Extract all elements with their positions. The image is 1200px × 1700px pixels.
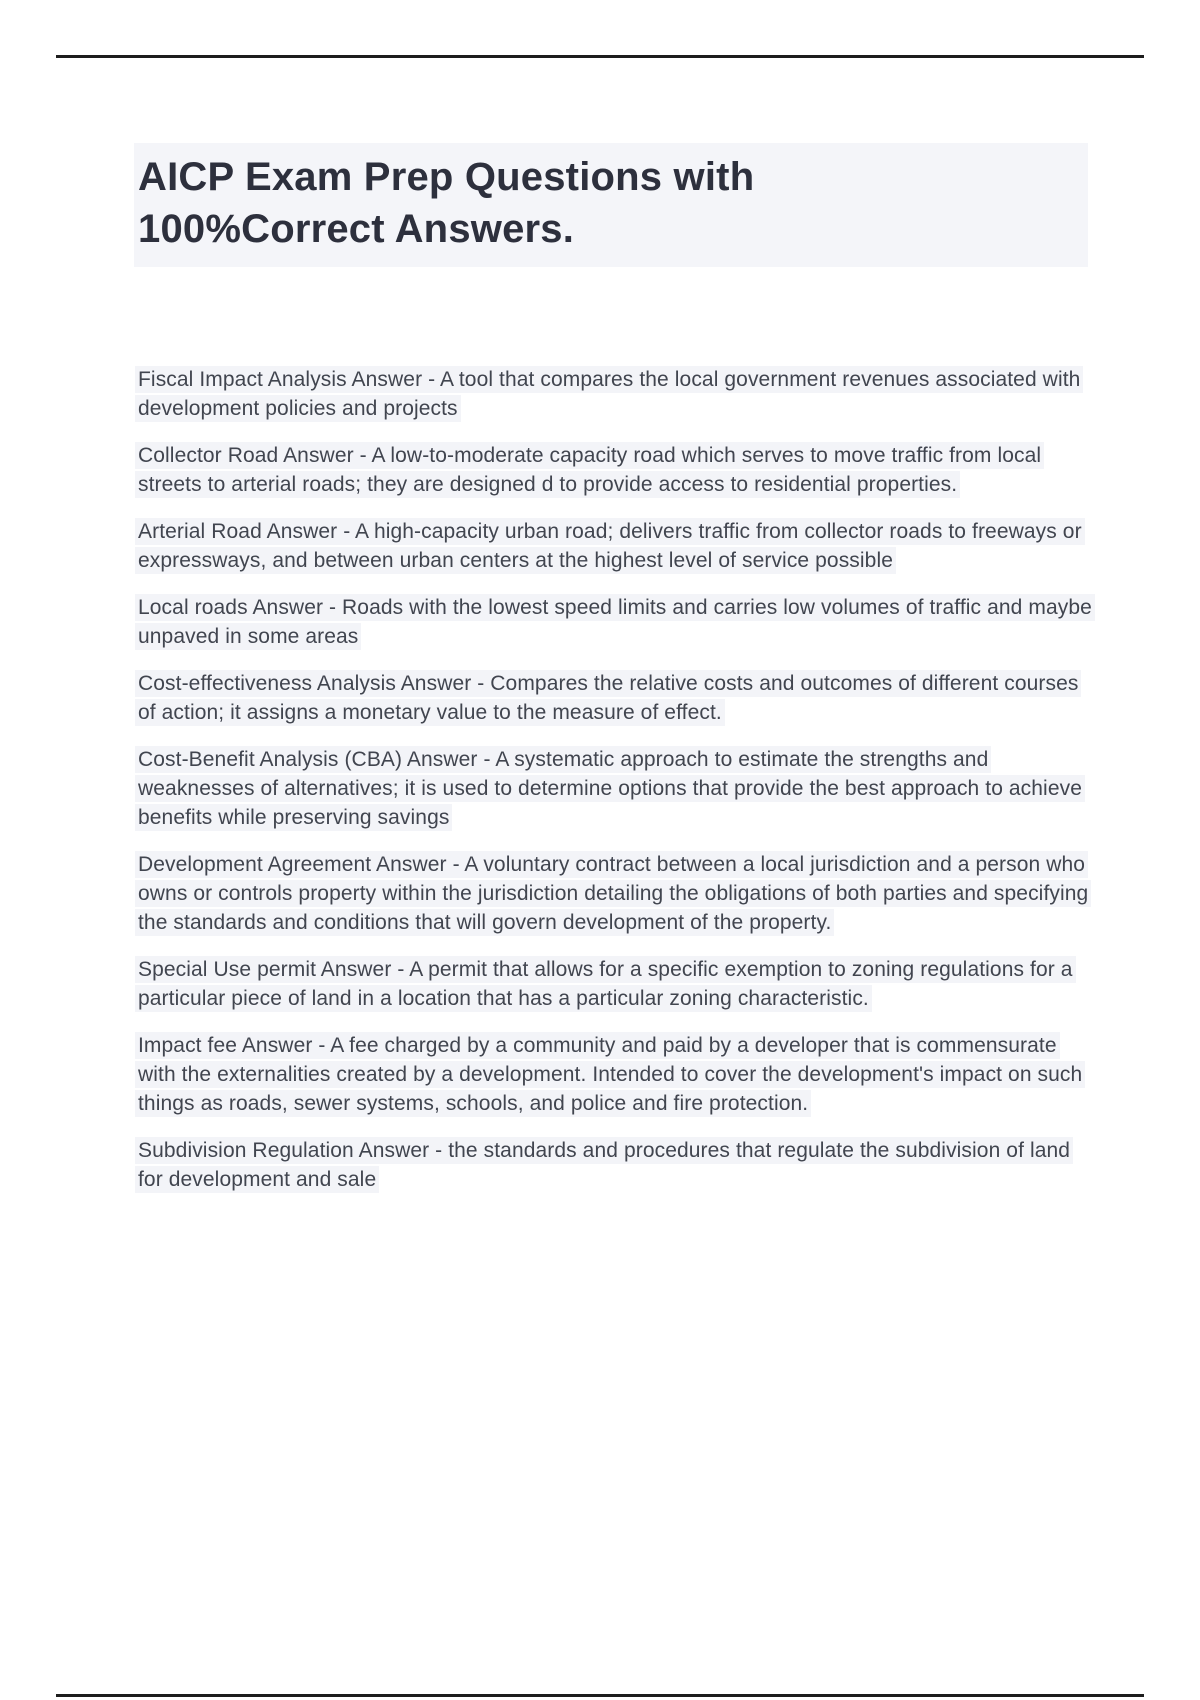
page-title-line-1: AICP Exam Prep Questions with — [138, 155, 755, 199]
qa-paragraph-impact-fee — [135, 1031, 1092, 1118]
qa-paragraph-cost-benefit-analysis — [135, 745, 1092, 832]
bottom-divider — [56, 1694, 1144, 1697]
qa-text: Development Agreement Answer - A voluntary contract between a local jurisdiction and a person who owns or controls property within the jurisdiction detailing the obligations of both parties and specifying the standards and conditions that will govern development of the property. — [135, 851, 1091, 936]
qa-text: Impact fee Answer - A fee charged by a community and paid by a developer that is commensurate with the externalities created by a development. Intended to cover the development's impact on such things as roads, sewer systems, schools, and police and fire protection. — [135, 1032, 1085, 1117]
qa-text: Arterial Road Answer - A high-capacity urban road; delivers traffic from collector roads to freeways or expressways, and between urban centers at the highest level of service possible — [135, 518, 1085, 574]
qa-paragraph-local-roads — [135, 593, 1092, 651]
qa-paragraph-special-use-permit — [135, 955, 1092, 1013]
top-divider — [56, 55, 1144, 58]
qa-paragraph-cost-effectiveness-analysis — [135, 669, 1092, 727]
qa-paragraph-arterial-road — [135, 517, 1092, 575]
qa-text: Cost-effectiveness Analysis Answer - Compares the relative costs and outcomes of different courses of action; it assigns a monetary value to the measure of effect. — [135, 670, 1081, 726]
qa-text: Subdivision Regulation Answer - the standards and procedures that regulate the subdivision of land for development and sale — [135, 1137, 1073, 1193]
qa-text: Special Use permit Answer - A permit that allows for a specific exemption to zoning regulations for a particular piece of land in a location that has a particular zoning characteristic. — [135, 956, 1076, 1012]
qa-text: Local roads Answer - Roads with the lowest speed limits and carries low volumes of traffic and maybe unpaved in some areas — [135, 594, 1095, 650]
qa-paragraph-collector-road — [135, 441, 1092, 499]
page-title — [134, 143, 1088, 267]
qa-paragraph-development-agreement — [135, 850, 1092, 937]
qa-text: Fiscal Impact Analysis Answer - A tool that compares the local government revenues associated with development policies and projects — [135, 366, 1083, 422]
qa-paragraph-subdivision-regulation — [135, 1136, 1092, 1194]
qa-text: Collector Road Answer - A low-to-moderate capacity road which serves to move traffic from local streets to arterial roads; they are designed d to provide access to residential properties. — [135, 442, 1044, 498]
qa-text: Cost-Benefit Analysis (CBA) Answer - A systematic approach to estimate the strengths and weaknesses of alternatives; it is used to determine options that provide the best approach to achieve benefits while preserving savings — [135, 746, 1085, 831]
qa-list — [135, 365, 1092, 1212]
qa-paragraph-fiscal-impact-analysis — [135, 365, 1092, 423]
page-title-line-2: 100%Correct Answers. — [138, 207, 575, 251]
